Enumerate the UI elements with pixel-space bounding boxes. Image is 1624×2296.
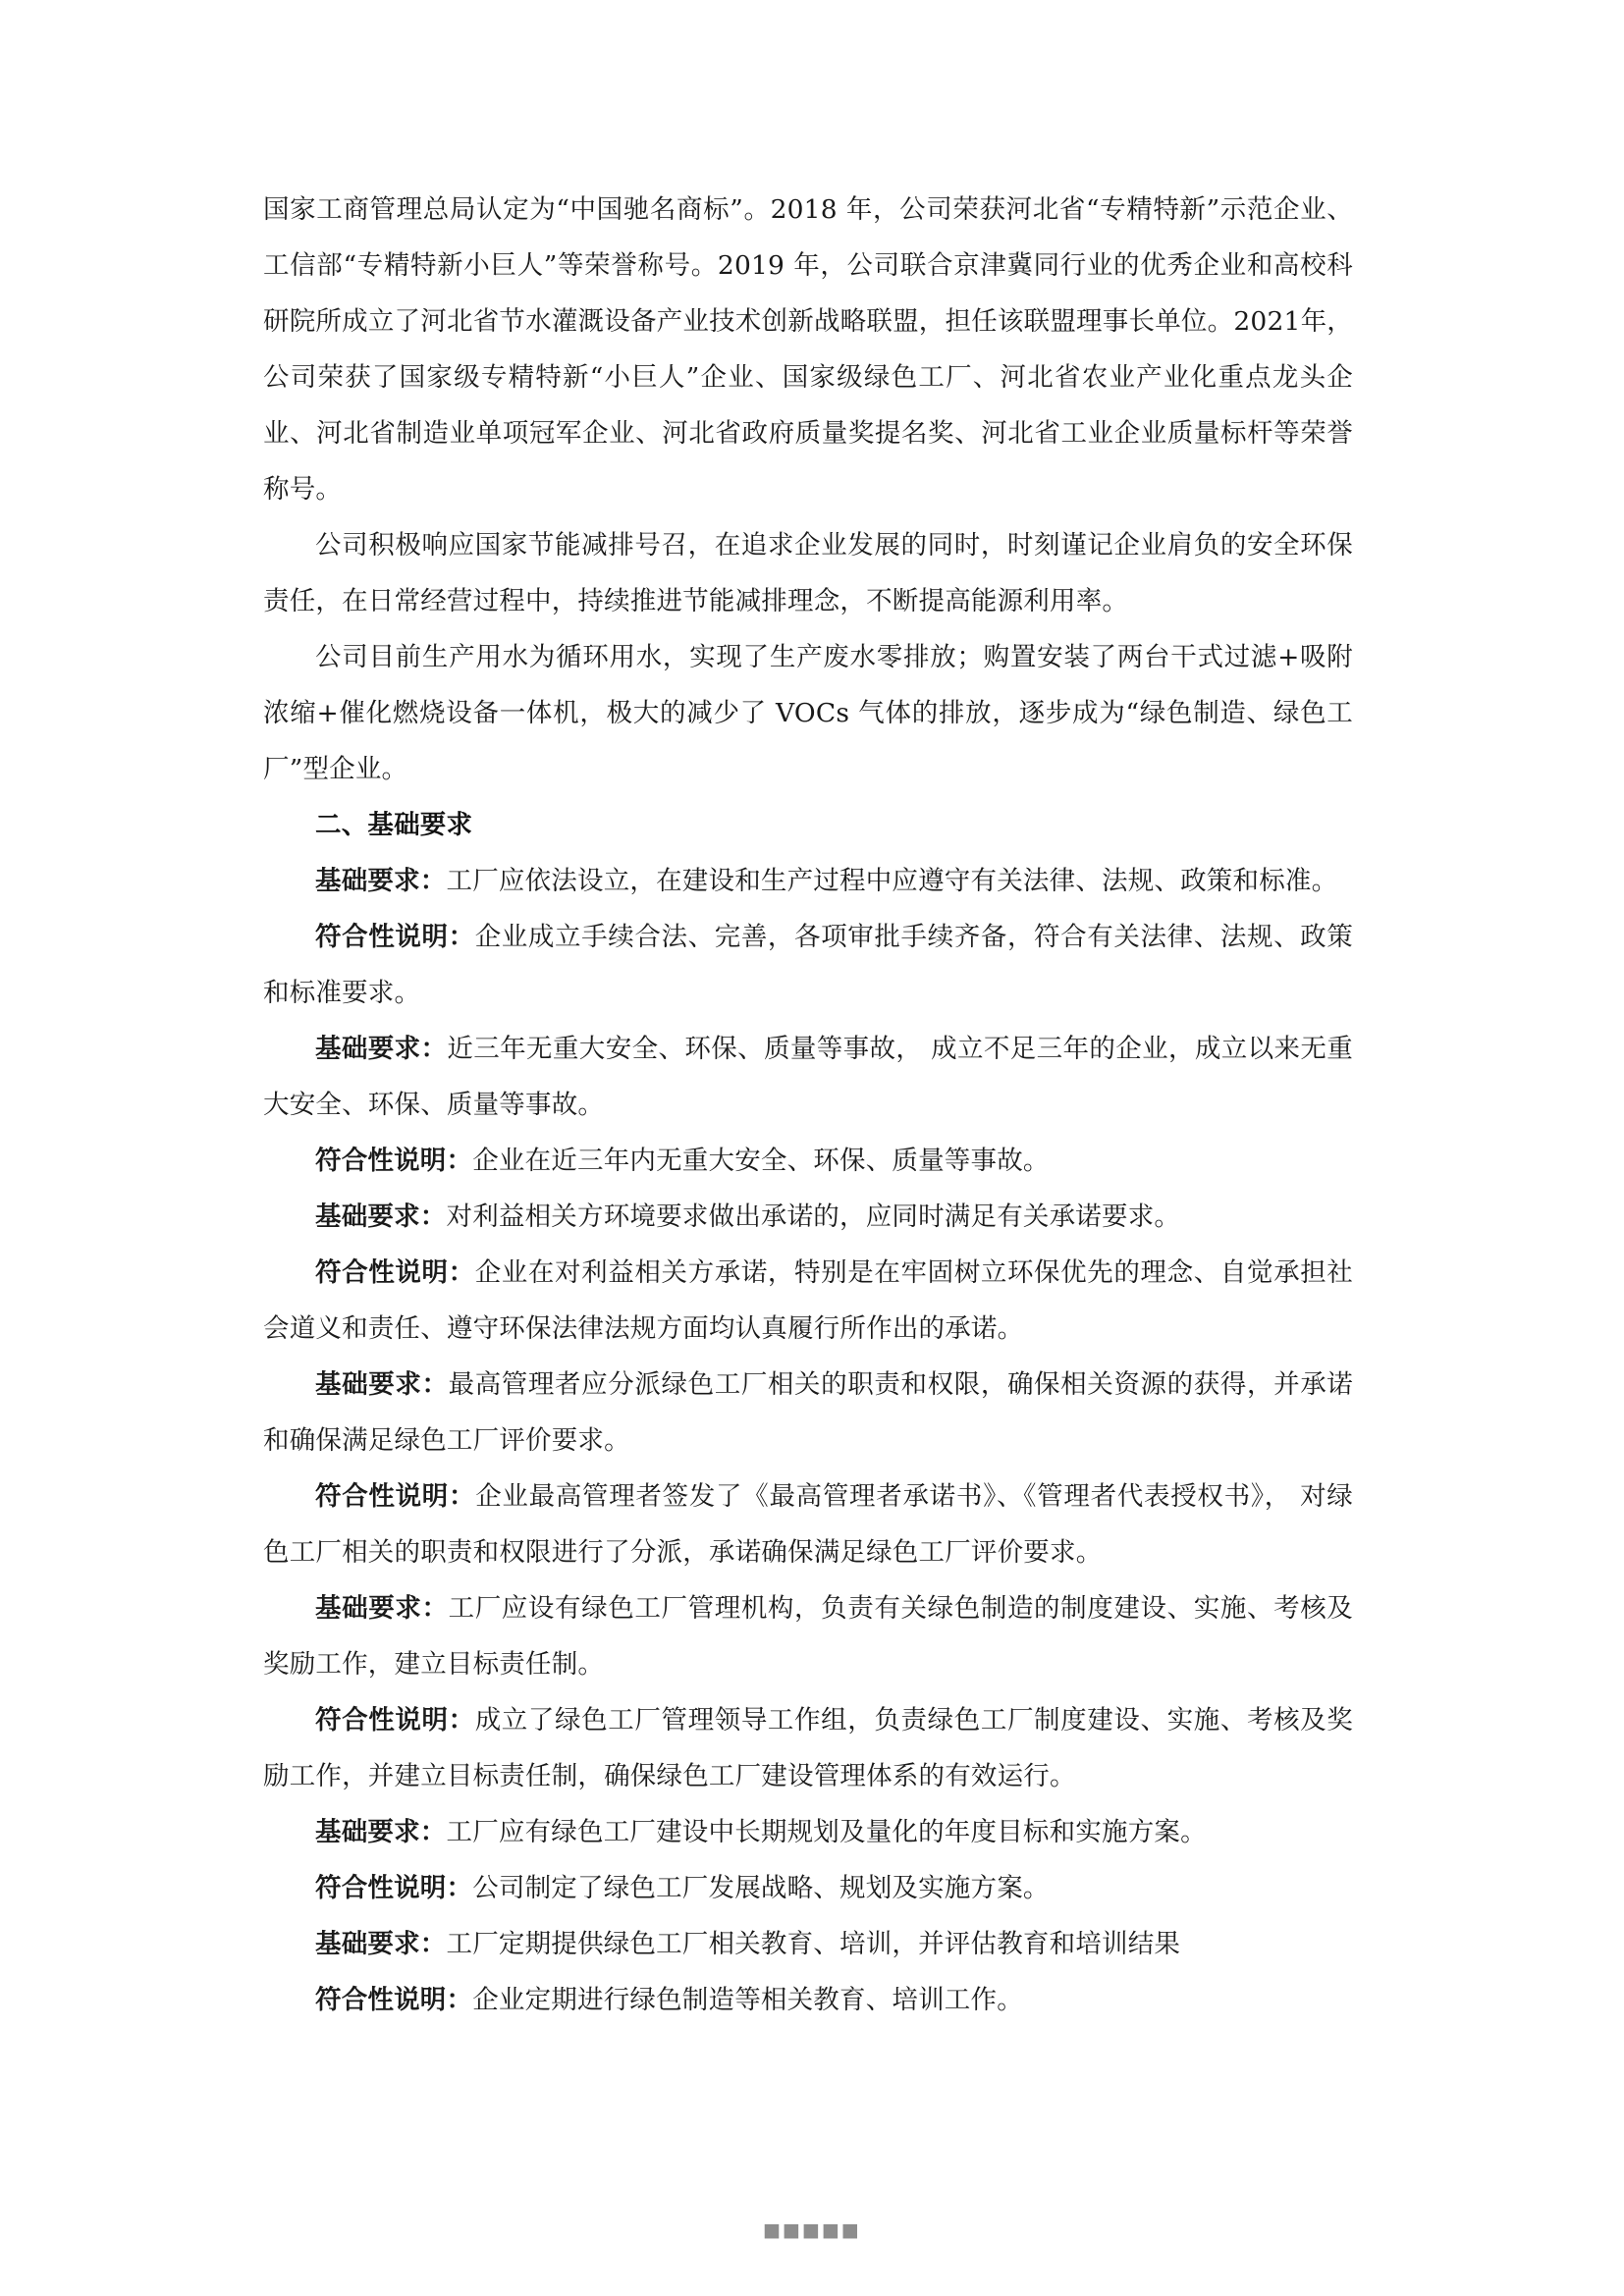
paragraph-energy-saving: 公司积极响应国家节能减排号召，在追求企业发展的同时，时刻谨记企业肩负的安全环保责任，在日常经营过程中，持续推进节能减排理念，不断提高能源利用率。 <box>263 530 1353 616</box>
compliance-label: 符合性说明： <box>315 1985 473 2015</box>
requirement-text: 工厂定期提供绿色工厂相关教育、培训，并评估教育和培训结果 <box>446 1929 1181 1959</box>
compliance-text: 企业在近三年内无重大安全、环保、质量等事故。 <box>472 1146 1050 1176</box>
compliance-label: 符合性说明： <box>315 922 475 952</box>
requirement-label: 基础要求： <box>315 1817 447 1847</box>
compliance-management-organization <box>263 1692 1353 1804</box>
compliance-label: 符合性说明： <box>315 1146 473 1176</box>
requirement-stakeholder-commitment <box>263 1189 1353 1245</box>
requirement-text: 工厂应依法设立，在建设和生产过程中应遵守有关法律、法规、政策和标准。 <box>446 866 1338 896</box>
compliance-planning-targets <box>263 1860 1353 1916</box>
paragraph-honors: 国家工商管理总局认定为“中国驰名商标”。2018 年，公司荣获河北省“专精特新”示范企业、工信部“专精特新小巨人”等荣誉称号。2019 年，公司联合京津冀同行业的优秀企业和高校科研院所成立了河北省节水灌溉设备产业技术创新战略联盟，担任该联盟理事长单位。2021年，公司荣获了国家级专精特新“小巨人”企业、国家级绿色工厂、河北省农业产业化重点龙头企业、河北省制造业单项冠军企业、河北省政府质量奖提名奖、河北省工业企业质量标杆等荣誉称号。 <box>263 194 1353 505</box>
compliance-text: 企业在对利益相关方承诺，特别是在牢固树立环保优先的理念、自觉承担社会道义和责任、遵守环保法律法规方面均认真履行所作出的承诺。 <box>263 1257 1353 1344</box>
page-footer: ■■■■■ <box>763 2219 861 2241</box>
compliance-label: 符合性说明： <box>315 1705 475 1735</box>
compliance-text: 成立了绿色工厂管理领导工作组，负责绿色工厂制度建设、实施、考核及奖励工作，并建立目标责任制，确保绿色工厂建设管理体系的有效运行。 <box>263 1705 1353 1791</box>
requirement-label: 基础要求： <box>315 1034 448 1064</box>
requirement-text: 工厂应有绿色工厂建设中长期规划及量化的年度目标和实施方案。 <box>446 1817 1207 1847</box>
compliance-label: 符合性说明： <box>315 1257 475 1288</box>
page-content <box>263 182 1353 2028</box>
requirement-label: 基础要求： <box>315 1593 449 1624</box>
requirement-text: 工厂应设有绿色工厂管理机构，负责有关绿色制造的制度建设、实施、考核及奖励工作，建立目标责任制。 <box>263 1593 1354 1680</box>
compliance-text: 企业成立手续合法、完善，各项审批手续齐备，符合有关法律、法规、政策和标准要求。 <box>263 922 1353 1008</box>
requirement-text: 近三年无重大安全、环保、质量等事故， 成立不足三年的企业，成立以来无重大安全、环保、质量等事故。 <box>263 1034 1353 1120</box>
compliance-label: 符合性说明： <box>315 1873 473 1903</box>
requirement-top-management-duties <box>263 1357 1353 1468</box>
requirement-no-major-accidents <box>263 1021 1353 1133</box>
requirement-text: 最高管理者应分派绿色工厂相关的职责和权限，确保相关资源的获得，并承诺和确保满足绿色工厂评价要求。 <box>263 1369 1354 1456</box>
requirement-legal-establishment <box>263 853 1353 909</box>
compliance-text: 企业最高管理者签发了《最高管理者承诺书》、《管理者代表授权书》， 对绿色工厂相关的职责和权限进行了分派，承诺确保满足绿色工厂评价要求。 <box>263 1481 1353 1568</box>
compliance-label: 符合性说明： <box>315 1481 476 1512</box>
requirement-planning-targets <box>263 1804 1353 1860</box>
requirement-text: 对利益相关方环境要求做出承诺的，应同时满足有关承诺要求。 <box>446 1201 1181 1232</box>
requirement-label: 基础要求： <box>315 1369 449 1400</box>
compliance-legal-establishment <box>263 909 1353 1021</box>
section-heading-basic-requirements: 二、基础要求 <box>315 810 473 840</box>
compliance-top-management-duties <box>263 1468 1353 1580</box>
requirement-label: 基础要求： <box>315 866 447 896</box>
requirement-label: 基础要求： <box>315 1201 447 1232</box>
compliance-text: 企业定期进行绿色制造等相关教育、培训工作。 <box>472 1985 1023 2015</box>
requirement-label: 基础要求： <box>315 1929 447 1959</box>
compliance-stakeholder-commitment <box>263 1245 1353 1357</box>
requirement-education-training <box>263 1916 1353 1972</box>
compliance-no-major-accidents <box>263 1133 1353 1189</box>
paragraph-water-recycling: 公司目前生产用水为循环用水，实现了生产废水零排放；购置安装了两台干式过滤+吸附浓缩+催化燃烧设备一体机，极大的减少了 VOCs 气体的排放，逐步成为“绿色制造、绿色工厂”型企业。 <box>263 642 1353 784</box>
compliance-education-training <box>263 1972 1353 2028</box>
requirement-management-organization <box>263 1580 1353 1692</box>
compliance-text: 公司制定了绿色工厂发展战略、规划及实施方案。 <box>472 1873 1050 1903</box>
